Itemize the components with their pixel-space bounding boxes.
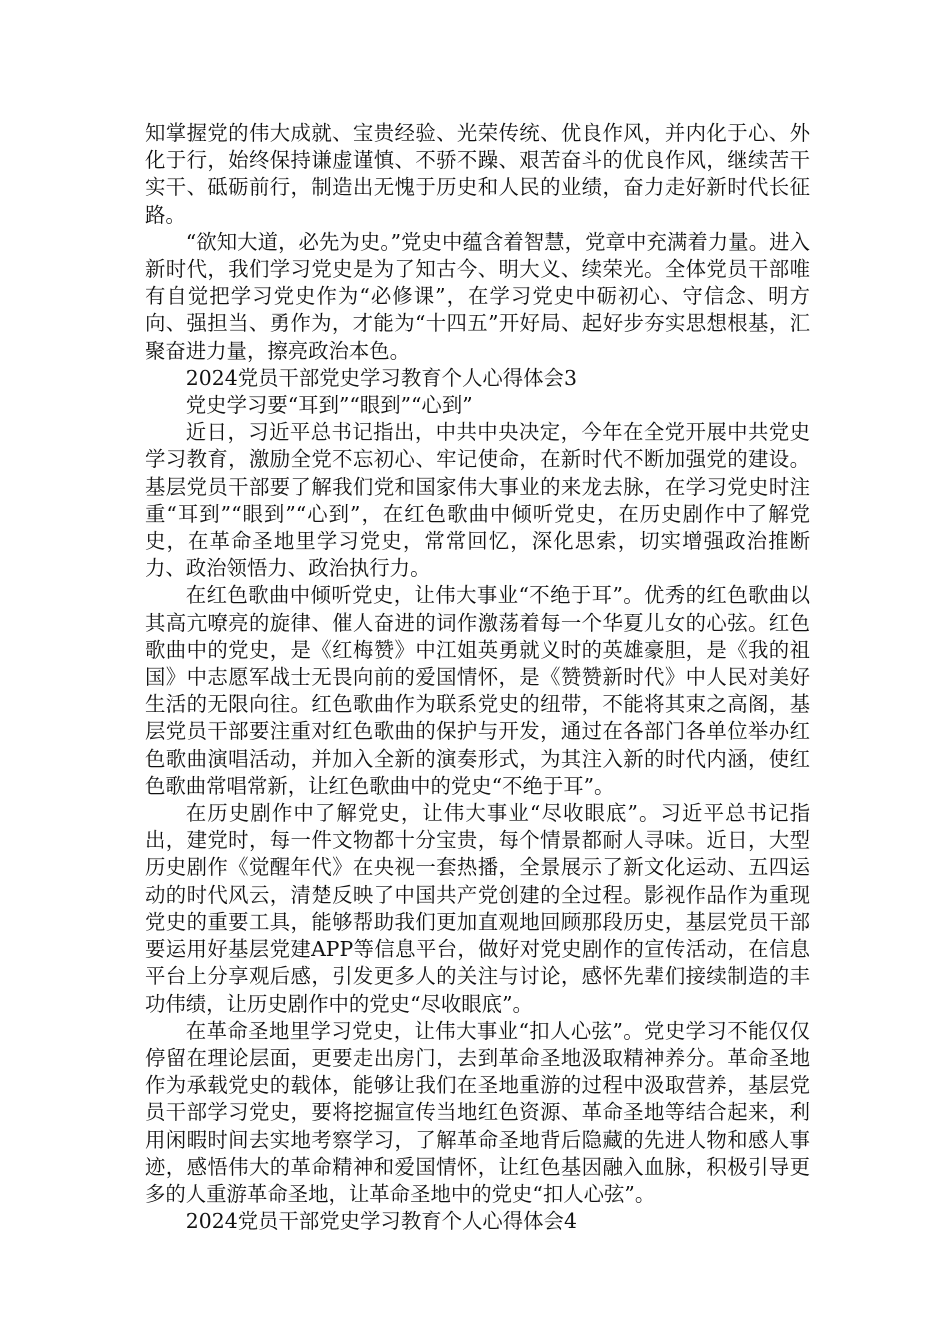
paragraph-revolutionary-sites: 在革命圣地里学习党史，让伟大事业“扣人心弦”。党史学习不能仅仅停留在理论层面，更要走出房门，去到革命圣地汲取精神养分。革命圣地作为承载党史的载体，能够让我们在圣地重游的过程中汲取营养，基层党员干部学习党史，要将挖掘宣传当地红色资源、革命圣地等结合起来，利用闲暇时间去实地考察学习，了解革命圣地背后隐藏的先进人物和感人事迹，感悟伟大的革命精神和爱国情怀，让红色基因融入血脉，积极引导更多的人重游革命圣地，让革命圣地中的党史“扣人心弦”。 bbox=[145, 1018, 810, 1206]
paragraph-quote-history: “欲知大道，必先为史。”党史中蕴含着智慧，党章中充满着力量。进入新时代，我们学习党史是为了知古今、明大义、续荣光。全体党员干部唯有自觉把学习党史作为“必修课”，在学习党史中砺初心、守信念、明方向、强担当、勇作为，才能为“十四五”开好局、起好步夯实思想根基，汇聚奋进力量，擦亮政治本色。 bbox=[145, 229, 810, 363]
paragraph-red-songs: 在红色歌曲中倾听党史，让伟大事业“不绝于耳”。优秀的红色歌曲以其高亢嘹亮的旋律、催人奋进的词作激荡着每一个华夏儿女的心弦。红色歌曲中的党史，是《红梅赞》中江姐英勇就义时的英雄豪胆，是《我的祖国》中志愿军战士无畏向前的爱国情怀，是《赞赞新时代》中人民对美好生活的无限向往。红色歌曲作为联系党史的纽带，不能将其束之高阁，基层党员干部要注重对红色歌曲的保护与开发，通过在各部门各单位举办红色歌曲演唱活动，并加入全新的演奏形式，为其注入新的时代内涵，使红色歌曲常唱常新，让红色歌曲中的党史“不绝于耳”。 bbox=[145, 583, 810, 798]
paragraph-historical-drama: 在历史剧作中了解党史，让伟大事业“尽收眼底”。习近平总书记指出，建党时，每一件文物都十分宝贵，每个情景都耐人寻味。近日，大型历史剧作《觉醒年代》在央视一套热播，全景展示了新文化运动、五四运动的时代风云，清楚反映了中国共产党创建的全过程。影视作品作为重现党史的重要工具，能够帮助我们更加直观地回顾那段历史，基层党员干部要运用好基层党建APP等信息平台，做好对党史剧作的宣传活动，在信息平台上分享观后感，引发更多人的关注与讨论，感怀先辈们接续制造的丰功伟绩，让历史剧作中的党史“尽收眼底”。 bbox=[145, 801, 810, 1016]
section-heading-3: 2024党员干部党史学习教育个人心得体会3 bbox=[185, 365, 577, 390]
paragraph-continuation: 知掌握党的伟大成就、宝贵经验、光荣传统、优良作风，并内化于心、外化于行，始终保持谦虚谨慎、不骄不躁、艰苦奋斗的优良作风，继续苦干实干、砥砺前行，制造出无愧于历史和人民的业绩，奋力走好新时代长征路。 bbox=[145, 121, 810, 227]
section-subtitle: 党史学习要“耳到”“眼到”“心到” bbox=[185, 393, 473, 418]
document-body bbox=[145, 120, 810, 1235]
paragraph-intro: 近日，习近平总书记指出，中共中央决定，今年在全党开展中共党史学习教育，激励全党不忘初心、牢记使命，在新时代不断加强党的建设。基层党员干部要了解我们党和国家伟大事业的来龙去脉，在学习党史时注重“耳到”“眼到”“心到”，在红色歌曲中倾听党史，在历史剧作中了解党史，在革命圣地里学习党史，常常回忆，深化思索，切实增强政治推断力、政治领悟力、政治执行力。 bbox=[145, 420, 810, 581]
section-heading-4: 2024党员干部党史学习教育个人心得体会4 bbox=[185, 1209, 577, 1234]
